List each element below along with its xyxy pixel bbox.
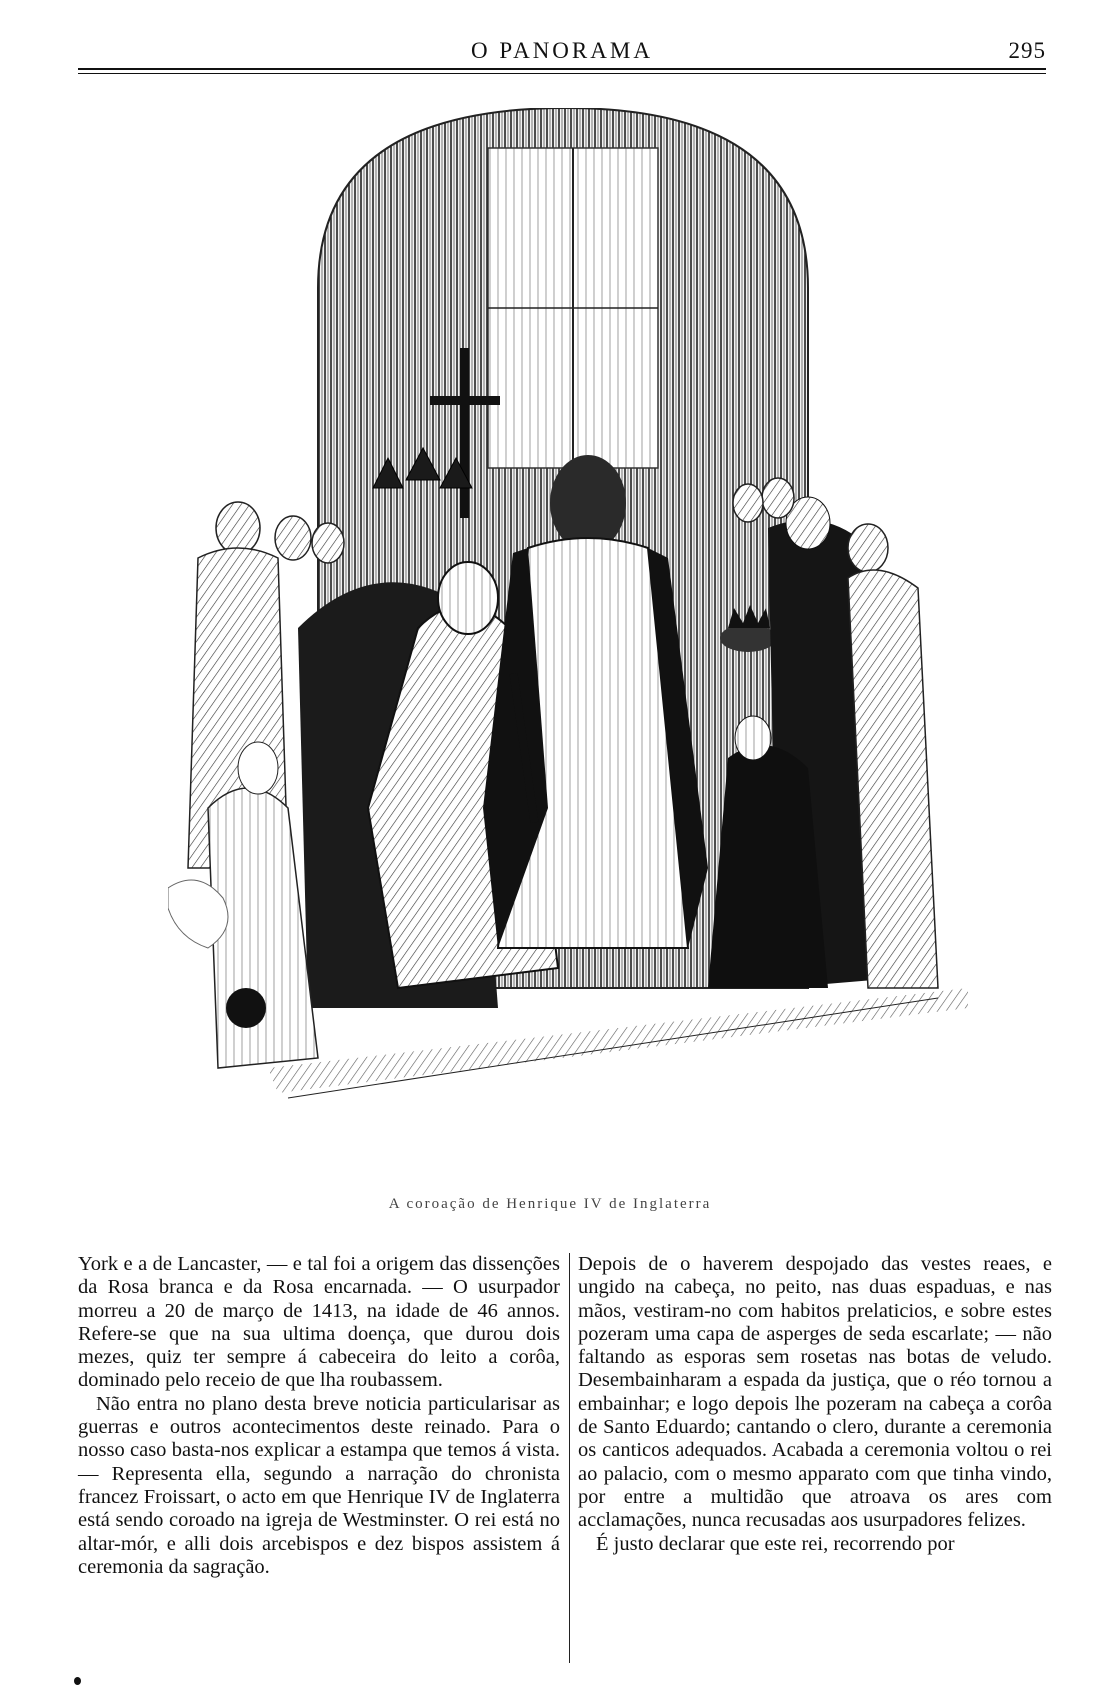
paragraph: York e a de Lancaster, — e tal foi a origem das dissenções da Rosa branca e da Rosa encarnada. — O usurpador morreu a 20 de março de 1413, na idade de 46 annos. Refere-se que na sua ultima doença, que durou dois mezes, quiz ter sempre á cabeceira do leito a corôa, dominado pelo receio de que lha roubassem. — [78, 1253, 560, 1392]
article-column-left — [78, 1253, 560, 1579]
journal-title: O PANORAMA — [471, 38, 653, 63]
running-header — [78, 38, 1046, 78]
paragraph: Depois de o haverem despojado das vestes reaes, e ungido na cabeça, no peito, nas duas espaduas, e nas mãos, vestiram-no com habitos prelaticios, e sobre estes pozeram uma capa de asperges de seda escarlate; — não faltando as esporas sem rosetas nas botas de veludo. Desembainharam a espada da justiça, que o réo tornou a embainhar; e logo depois lhe pozeram na cabeça a corôa de Santo Eduardo; cantando o clero, durante a ceremonia os canticos adequados. Acabada a ceremonia voltou o rei ao palacio, com o mesmo apparato com que tinha vindo, por entre a multidão que atroava os ares com acclamações, nunca recusadas aos usurpadores felizes. — [578, 1253, 1052, 1532]
article-column-right — [578, 1253, 1052, 1556]
header-rule-thin — [78, 73, 1046, 74]
illustration-caption: A coroação de Henrique IV de Inglaterra — [388, 1196, 712, 1212]
paragraph: Não entra no plano desta breve noticia particularisar as guerras e outros acontecimentos deste reinado. Para o nosso caso basta-nos explicar a estampa que temos á vista. — Representa ella, segundo a narração do chronista francez Froissart, o acto em que Henrique IV de Inglaterra está sendo coroado na igreja de Westminster. O rei está no altar-mór, e alli dois arcebispos e dez bispos assistem á ceremonia da sagração. — [78, 1392, 560, 1578]
coronation-engraving — [168, 108, 1018, 1193]
header-rule-thick — [78, 68, 1046, 70]
paragraph: É justo declarar que este rei, recorrendo por — [596, 1532, 955, 1555]
page-number: 295 — [1008, 38, 1046, 63]
column-divider — [569, 1253, 570, 1663]
margin-mark — [74, 1677, 81, 1685]
